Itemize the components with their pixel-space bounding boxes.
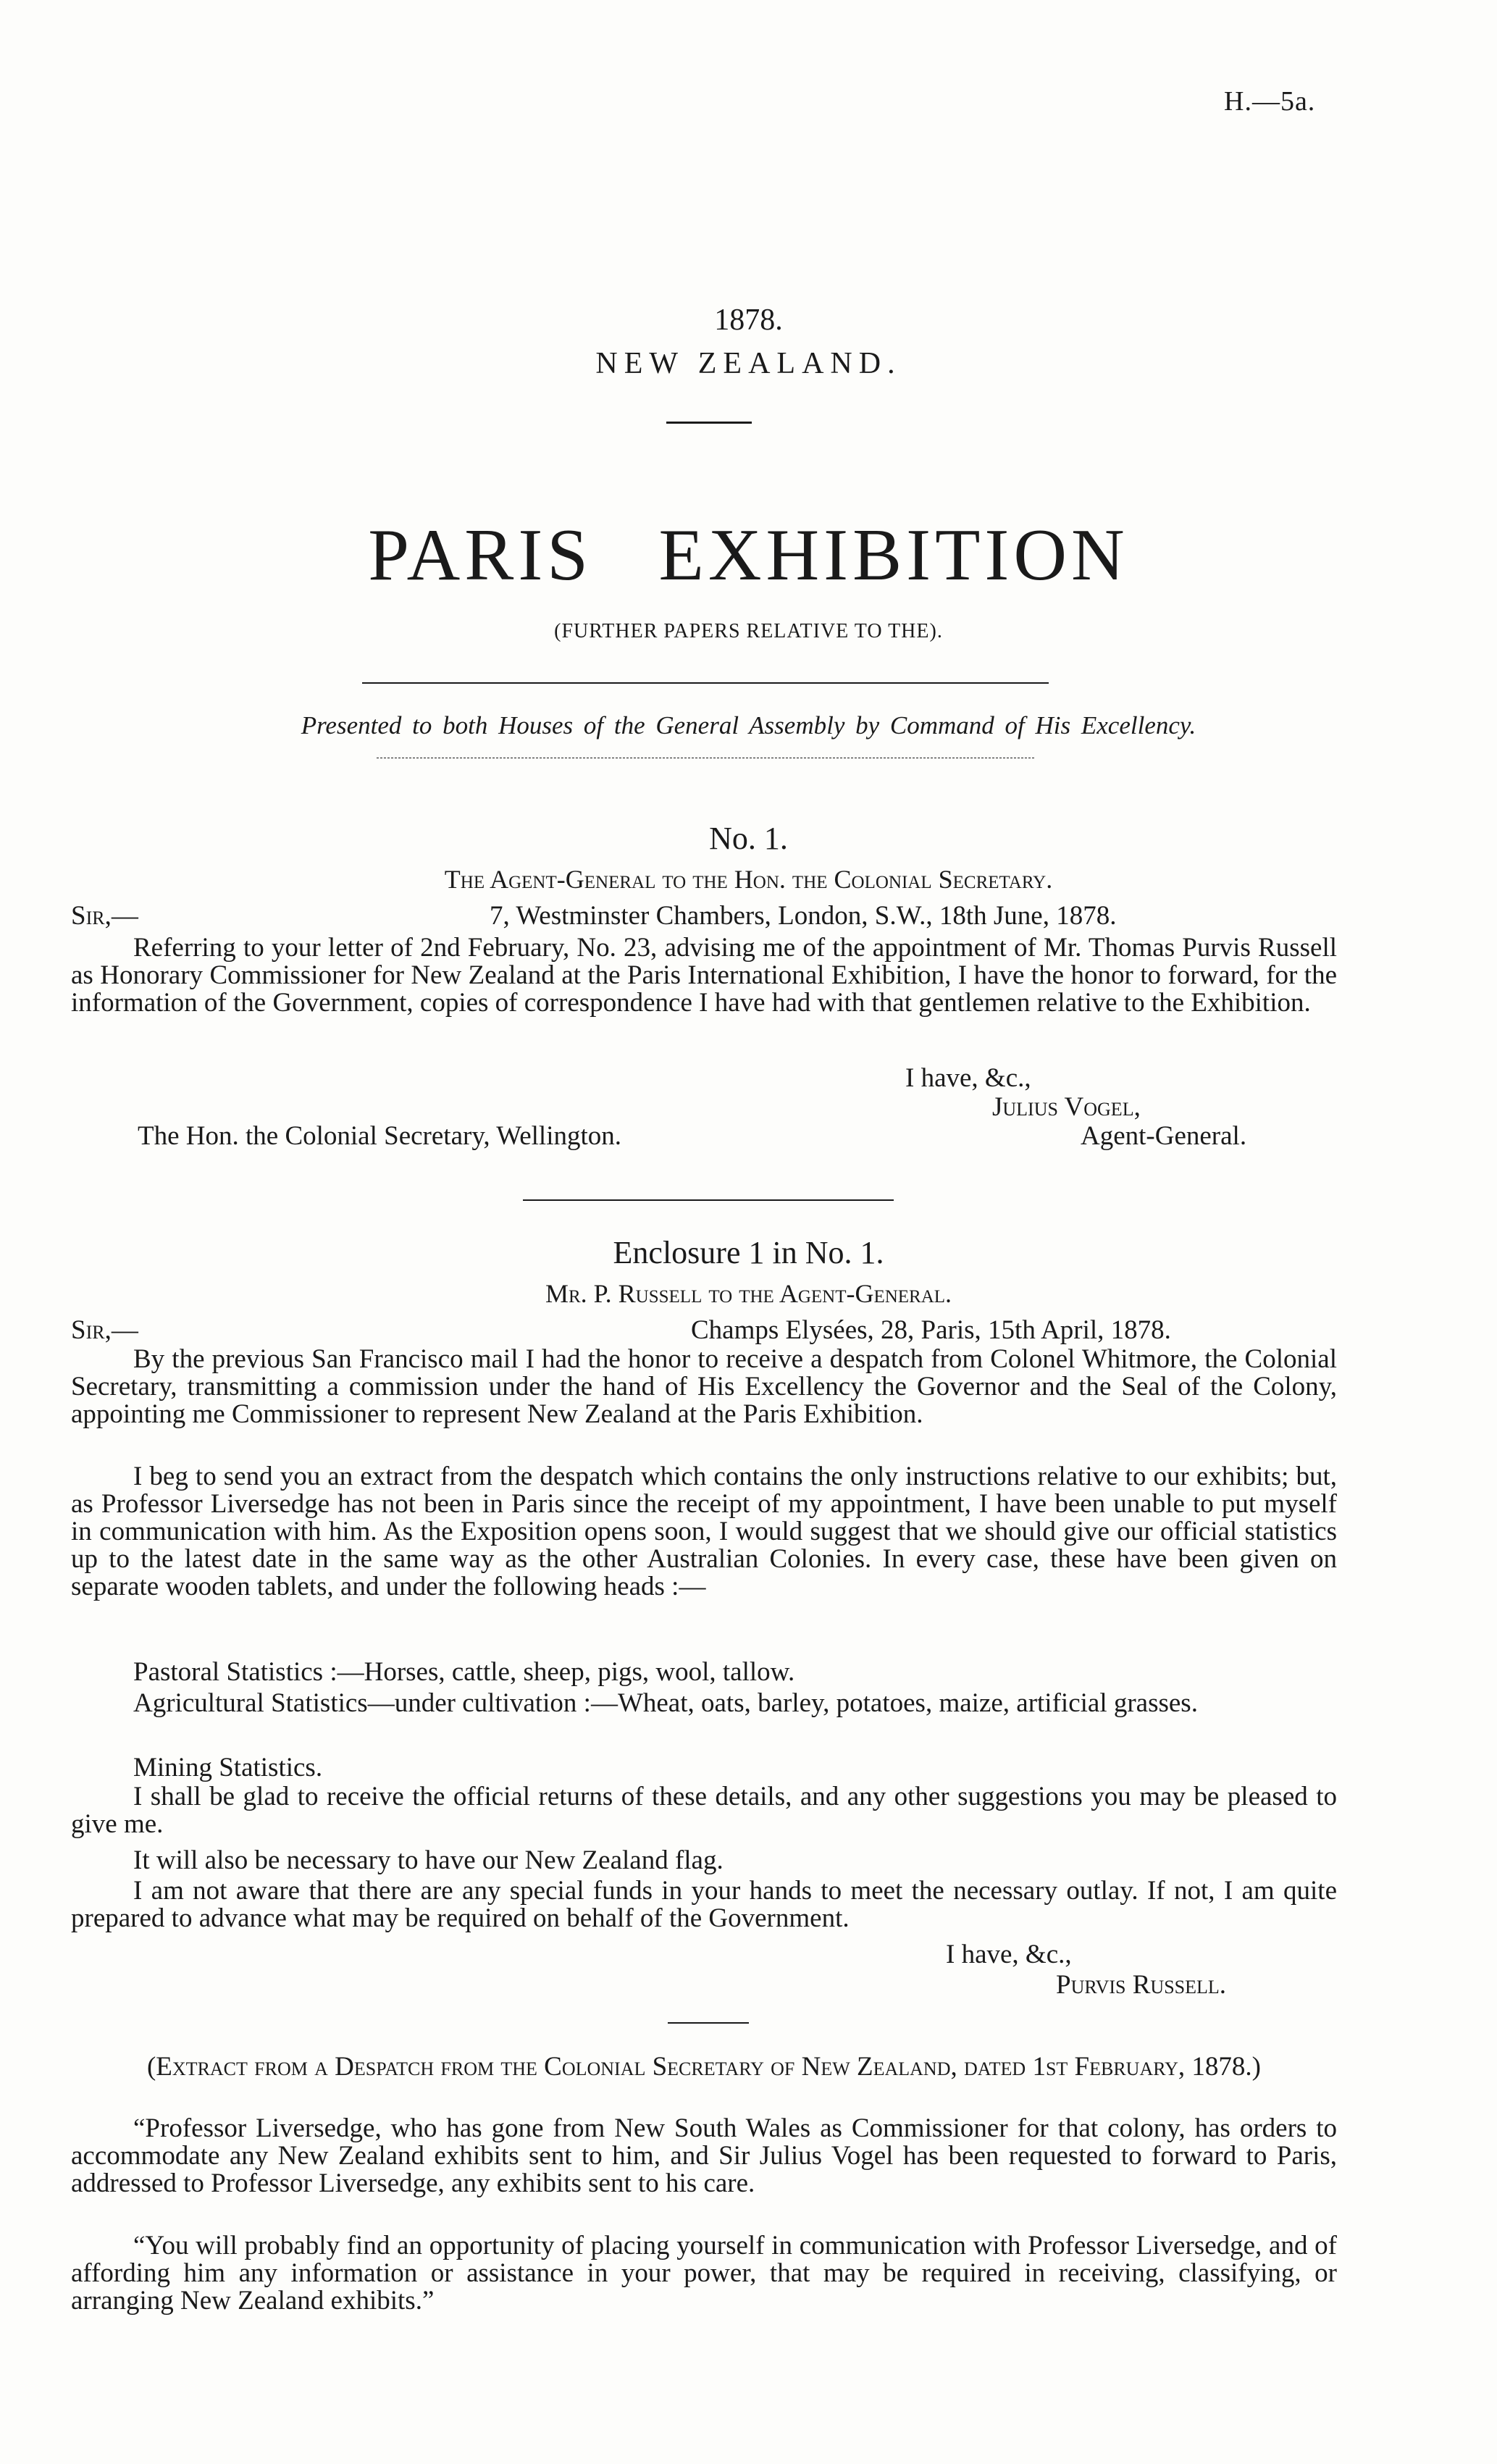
extract-paragraph: “You will probably find an opportunity of placing yourself in communication with Professor Liversedge, and of affording him any information or assistance in your power, that may be required in receiving, classifying, or arranging New Zealand exhibits.” (71, 2231, 1337, 2316)
document-reference: H.—5a. (1224, 86, 1316, 117)
enclosure-paragraph: Pastoral Statistics :—Horses, cattle, sheep, pigs, wool, tallow. (133, 1657, 795, 1687)
extract-heading: (Extract from a Despatch from the Colonial Secretary of New Zealand, dated 1st February, 1878.) (146, 2052, 1261, 2082)
enclosure-salutation: Sir,— (71, 1315, 138, 1345)
country: NEW ZEALAND. (595, 347, 902, 380)
enclosure-paragraph: Mining Statistics. (133, 1753, 323, 1782)
letter-signature: Julius Vogel, (992, 1092, 1141, 1122)
enclosure-paragraph: Agricultural Statistics—under cultivation :—Wheat, oats, barley, potatoes, maize, artificial grasses. (133, 1688, 1198, 1718)
enclosure-address: Champs Elysées, 28, Paris, 15th April, 1878. (691, 1315, 1171, 1345)
title-divider (666, 422, 752, 424)
letter-addressee: The Hon. the Colonial Secretary, Wellington. (138, 1121, 622, 1151)
letter-number: No. 1. (709, 821, 788, 856)
letter-address: 7, Westminster Chambers, London, S.W., 18th June, 1878. (490, 901, 1117, 931)
enclosure-signature: Purvis Russell. (1056, 1970, 1227, 2000)
enclosure-paragraph: I beg to send you an extract from the despatch which contains the only instructions relative to our exhibits; but, as Professor Liversedge has not been in Paris since the receipt of my appointment, I have been unable to put myself in communication with him. As the Exposition opens soon, I would suggest that we should give our official statistics up to the latest date in the same way as the other Australian Colonies. In every case, these have been given on separate wooden tablets, and under the following heads :— (71, 1462, 1337, 1601)
presented-line: Presented to both Houses of the General Assembly by Command of His Excellency. (301, 711, 1196, 739)
enclosure-paragraph: I shall be glad to receive the official returns of these details, and any other suggestions you may be pleased to give me. (71, 1782, 1337, 1839)
page-title: PARIS EXHIBITION (368, 514, 1129, 596)
enclosure-closing: I have, &c., (946, 1940, 1072, 1969)
subtitle: (FURTHER PAPERS RELATIVE TO THE). (554, 620, 943, 642)
year: 1878. (714, 303, 783, 337)
enclosure-heading: Enclosure 1 in No. 1. (613, 1235, 884, 1270)
letter-from-to: The Agent-General to the Hon. the Colonial Secretary. (444, 865, 1053, 894)
enclosure-from-to: Mr. P. Russell to the Agent-General. (545, 1279, 952, 1308)
enclosure-paragraph: By the previous San Francisco mail I had the honor to receive a despatch from Colonel Whitmore, the Colonial Secretary, transmitting a commission under the hand of His Excellency the Governor and the Seal of the Colony, appointing me Commissioner to represent New Zealand at the Paris Exhibition. (71, 1344, 1337, 1429)
section-divider-2 (668, 2022, 749, 2024)
letter-signature-title: Agent-General. (1081, 1121, 1247, 1151)
section-divider-1 (523, 1199, 894, 1201)
enclosure-paragraph: I am not aware that there are any special funds in your hands to meet the necessary outlay. If not, I am quite prepared to advance what may be required on behalf of the Government. (71, 1876, 1337, 1933)
letter-salutation: Sir,— (71, 901, 138, 931)
presented-rule-top (362, 682, 1049, 684)
letter-closing: I have, &c., (905, 1063, 1031, 1093)
enclosure-paragraph: It will also be necessary to have our New Zealand flag. (133, 1845, 724, 1875)
extract-paragraph: “Professor Liversedge, who has gone from New South Wales as Commissioner for that colony, has orders to accommodate any New Zealand exhibits sent to him, and Sir Julius Vogel has been requested to forward to Paris, addressed to Professor Liversedge, any exhibits sent to his care. (71, 2113, 1337, 2198)
letter-body: Referring to your letter of 2nd February, No. 23, advising me of the appointment of Mr. Thomas Purvis Russell as Honorary Commissioner for New Zealand at the Paris International Exhibition, I have the honor to forward, for the information of the Government, copies of correspondence I have had with that gentlemen relative to the Exhibition. (71, 933, 1337, 1018)
